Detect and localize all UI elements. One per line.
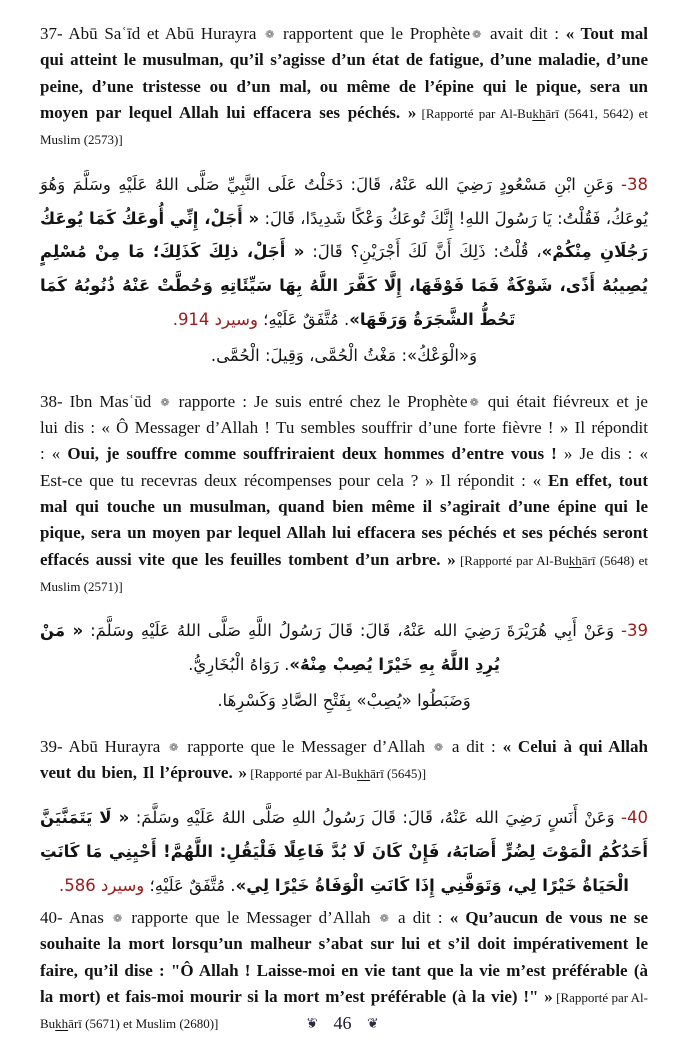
paragraph-38-french [40, 389, 648, 600]
text-run: . مُتَّفَقٌ عَلَيْهِ؛ [144, 876, 236, 896]
text-run: kh [55, 1016, 69, 1032]
text-run: avait dit : [483, 24, 566, 43]
text-run: Oui, je souffre comme souffriraient deux hommes d’entre vous ! [67, 444, 557, 464]
text-run: a dit : [445, 736, 503, 756]
text-run: 40- [621, 808, 649, 828]
text-run: « أَجَلْ، ذلِكَ كَذَلِكَ؛ مَا مِنْ مُسْلِمٍ يُصِيبُهُ أَذًى، شَوْكَةٌ فَمَا فَوْقَهَا، إِلَّا كَفَّرَ اللَّهُ بِهَا سَيِّئَاتِهِ وَحُطَّتْ عَنْهُ ذُنُوبُهُ كَمَا تَحُطُّ الشَّجَرَةُ وَرَقَهَا» [40, 242, 648, 329]
text-run: وَ«الْوَعْكُ»: مَغْثُ الْحُمَّى، وَقِيلَ: الْحُمَّى. [210, 345, 478, 365]
text-run: 39- [621, 621, 649, 641]
text-run: ārī (5641, 5642) et Muslim (2573)] [40, 106, 648, 148]
text-run: وَعَنِ ابْنِ مَسْعُودٍ رَضِيَ الله عَنْهُ، قَالَ: دَخَلْتُ عَلَى النَّبِيِّ صَلَّى اللهُ عَلَيْهِ وسَلَّمَ وَهُوَ يُوعَكُ، فَقُلْتُ: يَا رَسُولَ اللهِ! إِنَّكَ تُوعَكُ وَعْكًا شَدِيدًا، قَالَ: [40, 174, 648, 228]
text-run: وسيرد 914. [172, 309, 258, 329]
text-run: وسيرد 586. [59, 876, 145, 896]
text-run: « مَنْ يُرِدِ اللَّهُ بِهِ خَيْرًا يُصِبْ مِنْهُ» [40, 621, 500, 675]
text-run: ārī (5648) et Muslim (2571)] [40, 552, 648, 594]
sallallahu-alayhi-wasallam-icon: ❁ [472, 28, 482, 41]
text-run: rapportent que le Prophète [276, 24, 471, 43]
paragraph-39-arabic [40, 614, 648, 682]
text-run: ، قُلْتُ: ذَلِكَ أَنَّ لَكَ أَجْرَيْنِ؟ قَالَ: [304, 242, 542, 262]
radiallahu-anhuma-icon: ❁ [265, 28, 275, 41]
text-run: 37- Abū Saʿīd et Abū Hurayra [40, 24, 264, 43]
text-run: « Celui à qui Allah veut du bien, Il l’éprouve. » [40, 736, 648, 783]
paragraph-38-arabic-note [40, 339, 648, 373]
footer-floral-ornament-left-icon: ❦ [306, 1016, 318, 1032]
text-run: وَضَبَطُوا «يُصِبْ» بِفَتْحِ الصَّادِ وَكَسْرِهَا. [217, 690, 471, 710]
text-run: . مُتَّفَقٌ عَلَيْهِ؛ [257, 309, 350, 329]
text-run: kh [568, 552, 582, 568]
paragraph-39-french [40, 734, 648, 787]
text-run: 40- Anas [40, 907, 111, 927]
radiallahu-anhu-icon: ❁ [112, 911, 123, 925]
radiallahu-anhu-icon: ❁ [169, 740, 179, 754]
page-number: 46 [333, 1013, 352, 1033]
text-run: 39- Abū Hurayra [40, 736, 168, 756]
paragraph-37-french [40, 21, 648, 153]
text-run: ārī (5671) et Muslim (2680)] [68, 1016, 219, 1032]
text-run: 38- [621, 174, 648, 194]
text-run: وَعَنْ أَبِي هُرَيْرَةَ رَضِيَ الله عَنْهُ، قَالَ: قَالَ رَسُولُ اللَّهِ صَلَّى اللهُ عَلَيْهِ وسَلَّمَ: [83, 621, 622, 641]
text-run: « Tout mal qui atteint le musulman, qu’il s’agisse d’un état de fatigue, d’une maladie, d’une peine, d’une tristesse ou d’un mal, ou même de l’épine qui le pique, sera un moyen par lequel Allah lui effacera ses péchés. » [40, 24, 648, 123]
text-run: rapporte que le Messager d’Allah [180, 736, 432, 756]
text-run: En effet, tout mal qui touche un musulman, quand bien même il s’agirait d’une épine qui le pique, sera un moyen par lequel Allah lui effacera ses péchés et ses péchés seront effacés aussi vite que les feuilles tombent d’un arbre. » [40, 470, 648, 569]
text-run: [Rapporté par Al-Bu [40, 989, 648, 1032]
text-run: [Rapporté par Al-Bu [246, 766, 358, 782]
text-run: rapporte : Je suis entré chez le Prophète [171, 391, 468, 411]
text-run: kh [357, 766, 371, 782]
text-run: « لَا يَتَمَنَّيَنَّ أَحَدُكُمُ الْمَوْتَ لِضُرٍّ أَصَابَهُ، فَإِنْ كَانَ لَا بُدَّ فَاعِلًا فَلْيَقُلِ: اللَّهُمَّ! أَحْيِنِي مَا كَانَتِ الْحَيَاةُ خَيْرًا لِي، وَتَوَفَّنِي إِذَا كَانَتِ الْوَفَاةُ خَيْرًا لِي» [40, 808, 648, 896]
sallallahu-alayhi-wasallam-icon: ❁ [469, 395, 479, 409]
text-run: ārī (5645)] [370, 766, 427, 782]
paragraph-39-arabic-note [40, 684, 648, 718]
text-run: qui était fiévreux et je lui dis : « Ô Messager d’Allah ! Tu sembles souffrir d’une forte fièvre ! » Il répondit : « [40, 391, 648, 464]
text-run: rapporte que le Messager d’Allah [124, 907, 378, 927]
text-run: وَعَنْ أَنَسٍ رَضِيَ الله عَنْهُ، قَالَ: قَالَ رَسُولُ اللهِ صَلَّى اللهُ عَلَيْهِ وسَلَّمَ: [129, 808, 622, 828]
paragraph-38-arabic [40, 168, 648, 337]
text-run: a dit : [390, 907, 450, 927]
text-run: « Qu’aucun de vous ne se souhaite la mort lorsqu’un malheur s’abat sur lui et s’il doit impérativement le faire, qu’il dise : "Ô Allah ! Laisse-moi en vie tant que la vie m’est préférable (à la mort) et fais-moi mourir si la mort m’est préférable (à la vie) !" » [40, 907, 648, 1006]
text-run: . رَوَاهُ الْبُخَارِيُّ. [188, 655, 290, 675]
radiallahu-anhu-icon: ❁ [160, 395, 170, 409]
paragraph-40-arabic [40, 801, 648, 902]
sallallahu-alayhi-wasallam-icon: ❁ [433, 740, 444, 754]
text-run: [Rapporté par Al-Bu [416, 106, 533, 122]
text-run: « أَجَلْ، إِنِّي أُوعَكُ كَمَا يُوعَكُ رَجُلَانِ مِنْكُمْ» [40, 208, 649, 262]
sallallahu-alayhi-wasallam-icon: ❁ [379, 911, 389, 925]
hadith-text-content [40, 21, 648, 1037]
text-run: kh [532, 106, 546, 122]
text-run: 38- Ibn Masʿūd [40, 391, 159, 411]
text-run: [Rapporté par Al-Bu [455, 552, 569, 568]
text-run: » Je dis : « Est-ce que tu recevras deux récompenses pour cela ? » Il répondit : « [40, 444, 648, 490]
page-footer [0, 1013, 685, 1034]
footer-floral-ornament-right-icon: ❦ [367, 1016, 379, 1032]
